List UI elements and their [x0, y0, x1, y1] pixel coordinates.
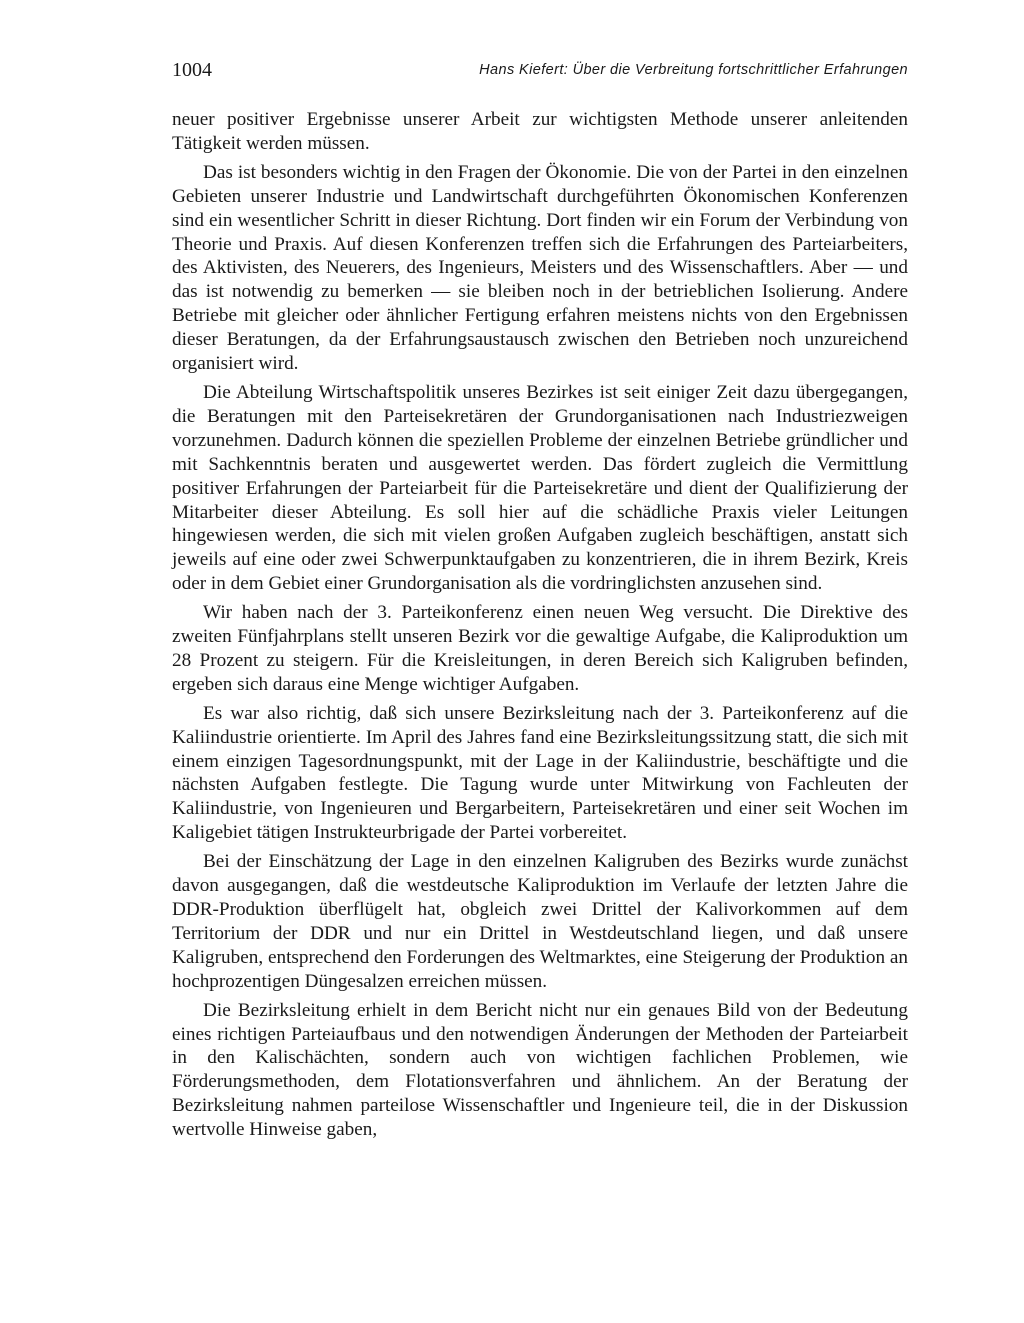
running-head: Hans Kiefert: Über die Verbreitung fortschrittlicher Erfahrungen	[479, 62, 908, 78]
page-number: 1004	[172, 59, 212, 81]
paragraph: Die Bezirksleitung erhielt in dem Bericht nicht nur ein genaues Bild von der Bedeutung eines richtigen Parteiaufbaus und den notwendigen Änderungen der Methoden der Parteiarbeit in den Kalischächten, sondern auch von wichtigen fachlichen Problemen, wie Förderungsmethoden, dem Flotationsverfahren und ähnlichem. An der Beratung der Bezirksleitung nahmen parteilose Wissenschaftler und Ingenieure teil, die in der Diskussion wertvolle Hinweise gaben,	[172, 999, 908, 1141]
paragraph: Es war also richtig, daß sich unsere Bezirksleitung nach der 3. Parteikonferenz auf die Kaliindustrie orientierte. Im April des Jahres fand eine Bezirksleitungssitzung statt, die sich mit einem einzigen Tagesordnungspunkt, mit der Lage in der Kaliindustrie, beschäftigte und die nächsten Aufgaben festlegte. Die Tagung wurde unter Mitwirkung von Fachleuten der Kaliindustrie, von Ingenieuren und Bergarbeitern, Parteisekretären und einer seit Wochen im Kaligebiet tätigen Instrukteurbrigade der Partei vorbereitet.	[172, 702, 908, 844]
paragraph: Die Abteilung Wirtschaftspolitik unseres Bezirkes ist seit einiger Zeit dazu übergegangen, die Beratungen mit den Parteisekretären der Grundorganisationen nach Industriezweigen vorzunehmen. Dadurch können die speziellen Probleme der einzelnen Betriebe gründlicher und mit Sachkenntnis beraten und ausgewertet werden. Das fördert zugleich die Vermittlung positiver Erfahrungen der Parteiarbeit für die Parteisekretäre und dient der Qualifizierung der Mitarbeiter dieser Abteilung. Es soll hier auf die schädliche Praxis vieler Leitungen hingewiesen werden, die sich mit vielen großen Aufgaben zugleich beschäftigen, anstatt sich jeweils auf eine oder zwei Schwerpunktaufgaben zu konzentrieren, die in ihrem Bezirk, Kreis oder in dem Gebiet einer Grundorganisation als die vordringlichsten anzusehen sind.	[172, 381, 908, 595]
paragraph: Bei der Einschätzung der Lage in den einzelnen Kaligruben des Bezirks wurde zunächst davon ausgegangen, daß die westdeutsche Kaliproduktion im Verlaufe der letzten Jahre die DDR-Produktion überflügelt hat, obgleich zwei Drittel der Kalivorkommen auf dem Territorium der DDR und nur ein Drittel in Westdeutschland liegen, und daß unsere Kaligruben, entsprechend den Forderungen des Weltmarktes, eine Steigerung der Produktion an hochprozentigen Düngesalzen erreichen müssen.	[172, 851, 908, 992]
body-text	[172, 108, 908, 1142]
paragraph-continued: neuer positiver Ergebnisse unserer Arbeit zur wichtigsten Methode unserer anleitenden Tätigkeit werden müssen.	[172, 109, 908, 154]
page-header	[172, 58, 908, 82]
paragraph: Das ist besonders wichtig in den Fragen der Ökonomie. Die von der Partei in den einzelnen Gebieten unserer Industrie und Landwirtschaft durchgeführten Ökonomischen Konferenzen sind ein wesentlicher Schritt in dieser Richtung. Dort finden wir ein Forum der Verbindung von Theorie und Praxis. Auf diesen Konferenzen treffen sich die Erfahrungen des Parteiarbeiters, des Aktivisten, des Neuerers, des Ingenieurs, Meisters und des Wissenschaftlers. Aber — und das ist notwendig zu bemerken — sie bleiben noch in der betrieblichen Isolierung. Andere Betriebe mit gleicher oder ähnlicher Fertigung erfahren meistens nichts von den Ergebnissen dieser Beratungen, da der Erfahrungsaustausch zwischen den Betrieben noch unzureichend organisiert wird.	[172, 161, 908, 375]
paragraph: Wir haben nach der 3. Parteikonferenz einen neuen Weg versucht. Die Direktive des zweiten Fünfjahrplans stellt unseren Bezirk vor die gewaltige Aufgabe, die Kaliproduktion um 28 Prozent zu steigern. Für die Kreisleitungen, in deren Bereich sich Kaligruben befinden, ergeben sich daraus eine Menge wichtiger Aufgaben.	[172, 602, 908, 695]
